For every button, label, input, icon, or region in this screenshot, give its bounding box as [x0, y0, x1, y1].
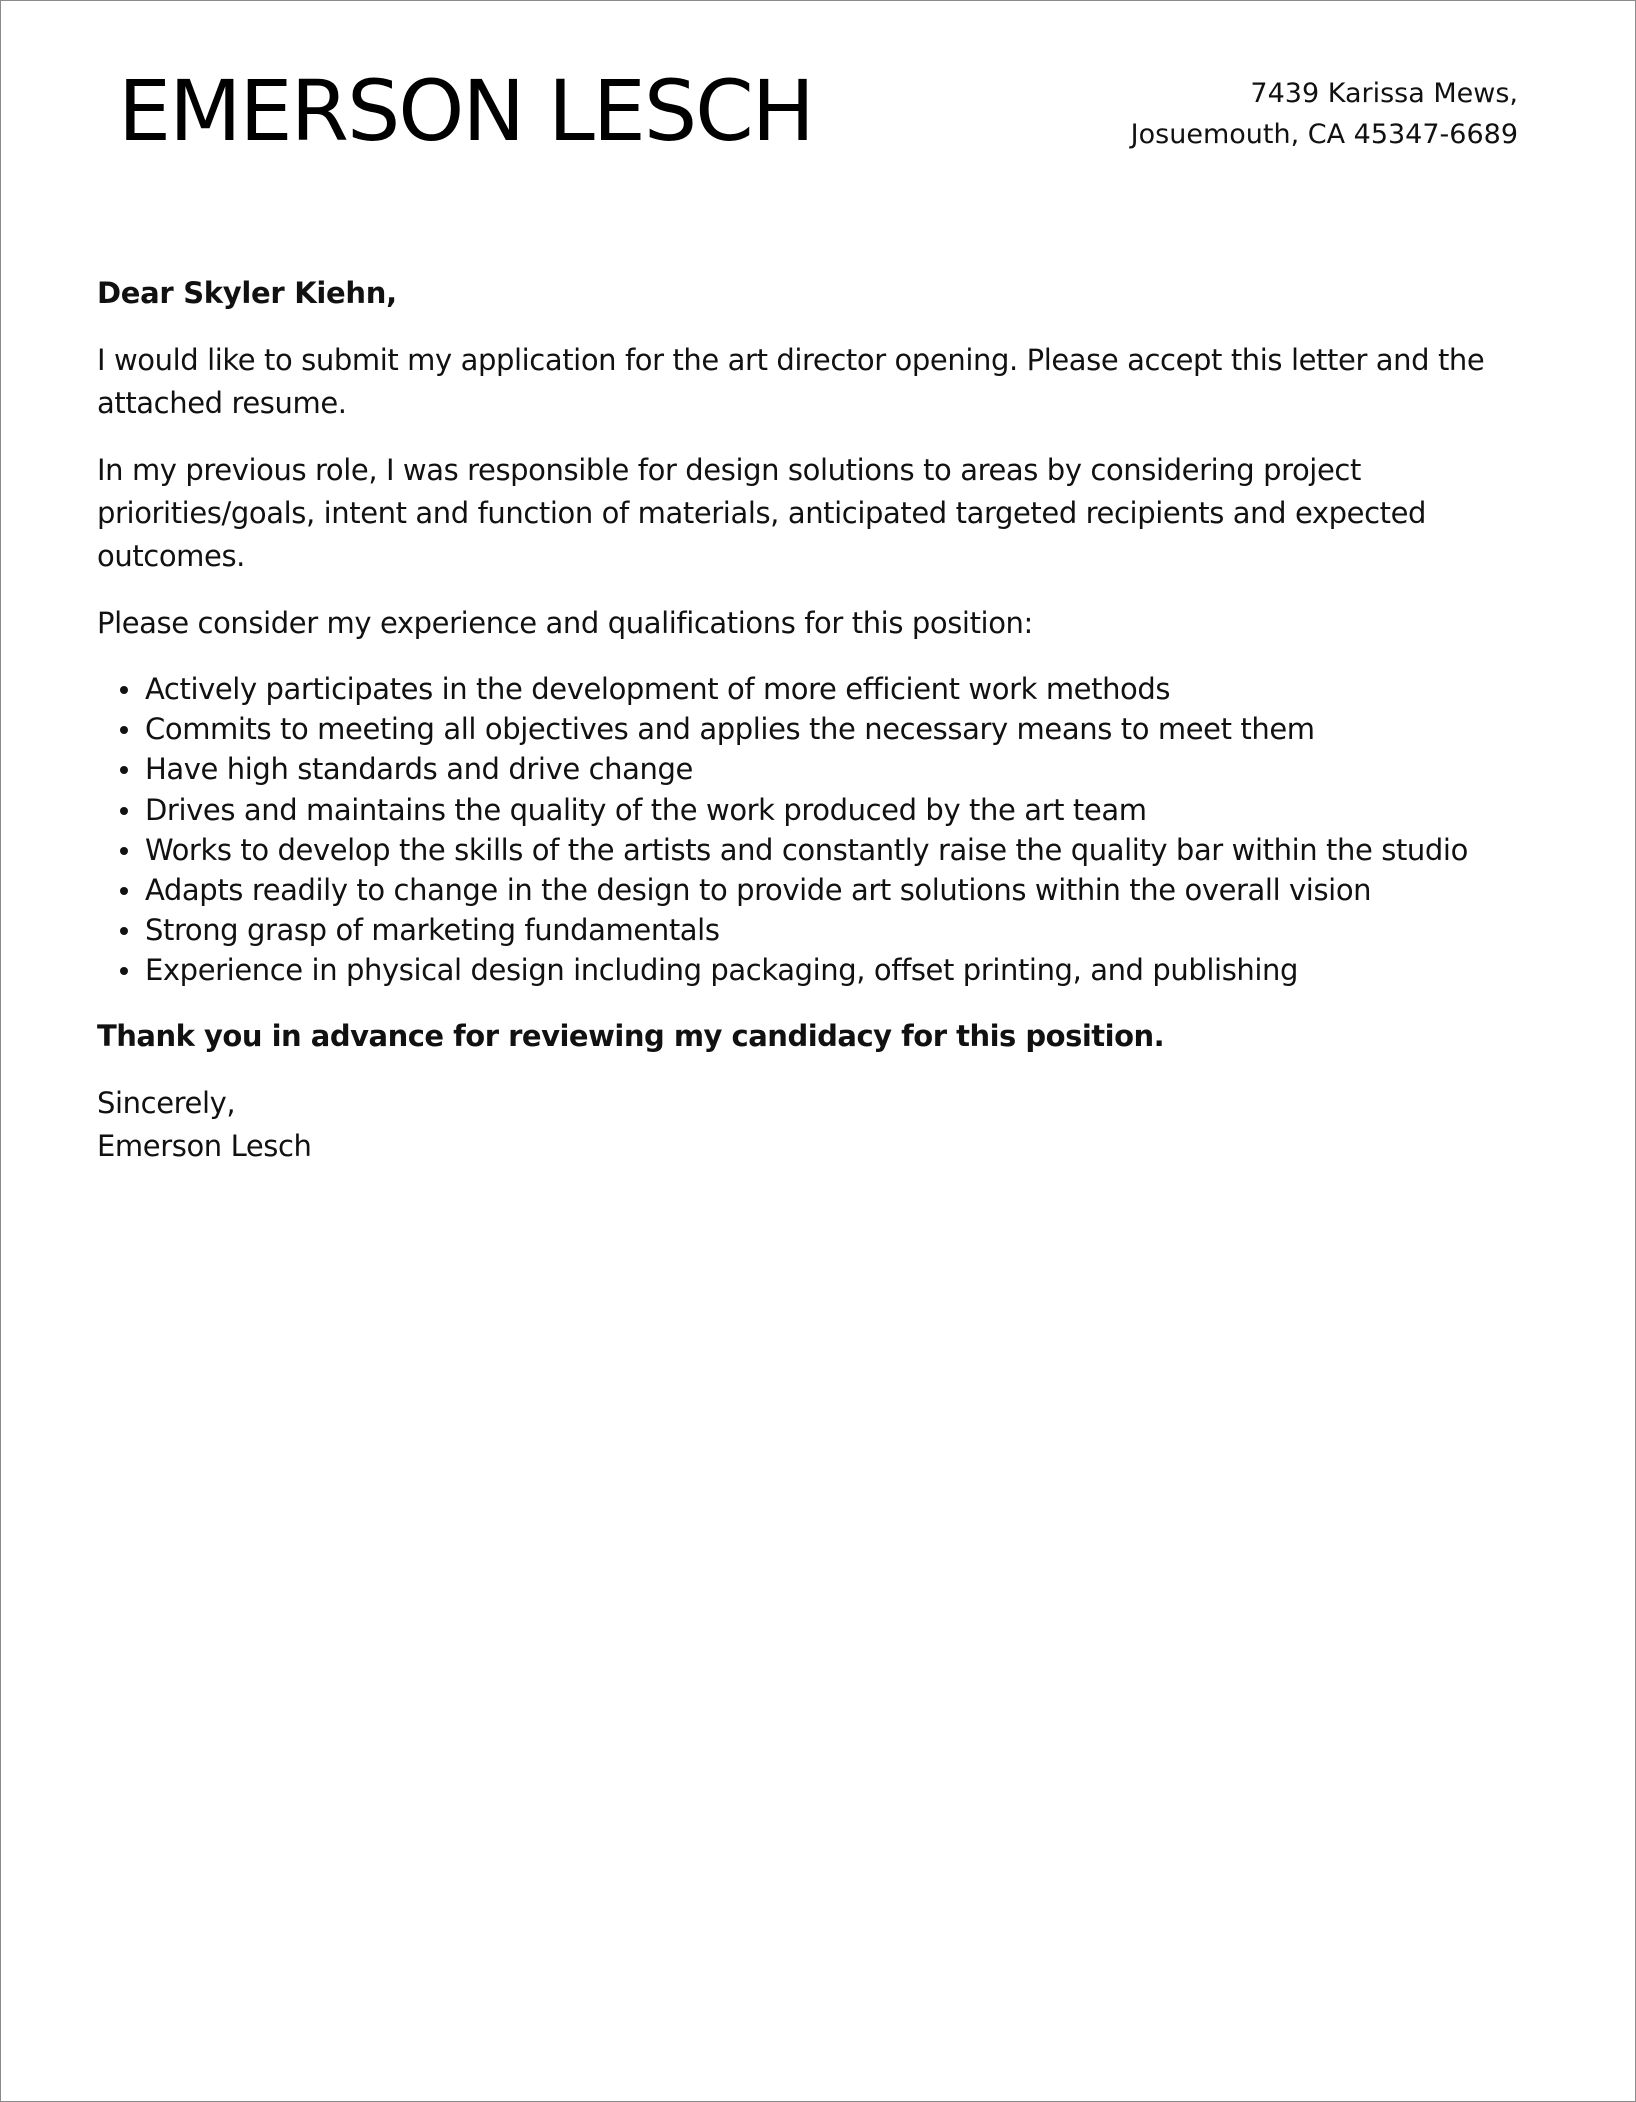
- list-item: Drives and maintains the quality of the work produced by the art team: [145, 790, 1537, 830]
- list-item: Adapts readily to change in the design to provide art solutions within the overall vision: [145, 870, 1537, 910]
- thank-you-line: Thank you in advance for reviewing my candidacy for this position.: [97, 1018, 1165, 1053]
- paragraph-application: I would like to submit my application for the art director opening. Please accept this letter and the attached resume.: [97, 343, 1485, 420]
- list-item: Commits to meeting all objectives and applies the necessary means to meet them: [145, 709, 1537, 749]
- salutation: Dear Skyler Kiehn,: [97, 276, 397, 310]
- closing-phrase: Sincerely,: [97, 1085, 236, 1120]
- list-item: Experience in physical design including packaging, offset printing, and publishing: [145, 950, 1537, 990]
- address-line-1: 7439 Karissa Mews,: [1250, 78, 1518, 109]
- address-line-2: Josuemouth, CA 45347-6689: [1130, 119, 1518, 150]
- qualifications-list: [97, 669, 1537, 991]
- list-item: Strong grasp of marketing fundamentals: [145, 910, 1537, 950]
- list-item: Works to develop the skills of the artists and constantly raise the quality bar within the studio: [145, 830, 1537, 870]
- list-item: Actively participates in the development of more efficient work methods: [145, 669, 1537, 709]
- list-item: Have high standards and drive change: [145, 749, 1537, 789]
- paragraph-previous-role: In my previous role, I was responsible for design solutions to areas by considering project priorities/goals, intent and function of materials, anticipated targeted recipients and expected outcomes.: [97, 453, 1427, 573]
- applicant-name: EMERSON LESCH: [118, 62, 813, 160]
- closing-block: [97, 1082, 1537, 1168]
- letter-body: [97, 272, 1537, 1168]
- qualifications-intro: Please consider my experience and qualifications for this position:: [97, 606, 1033, 640]
- sender-address: [1131, 73, 1518, 155]
- signature-name: Emerson Lesch: [97, 1128, 312, 1163]
